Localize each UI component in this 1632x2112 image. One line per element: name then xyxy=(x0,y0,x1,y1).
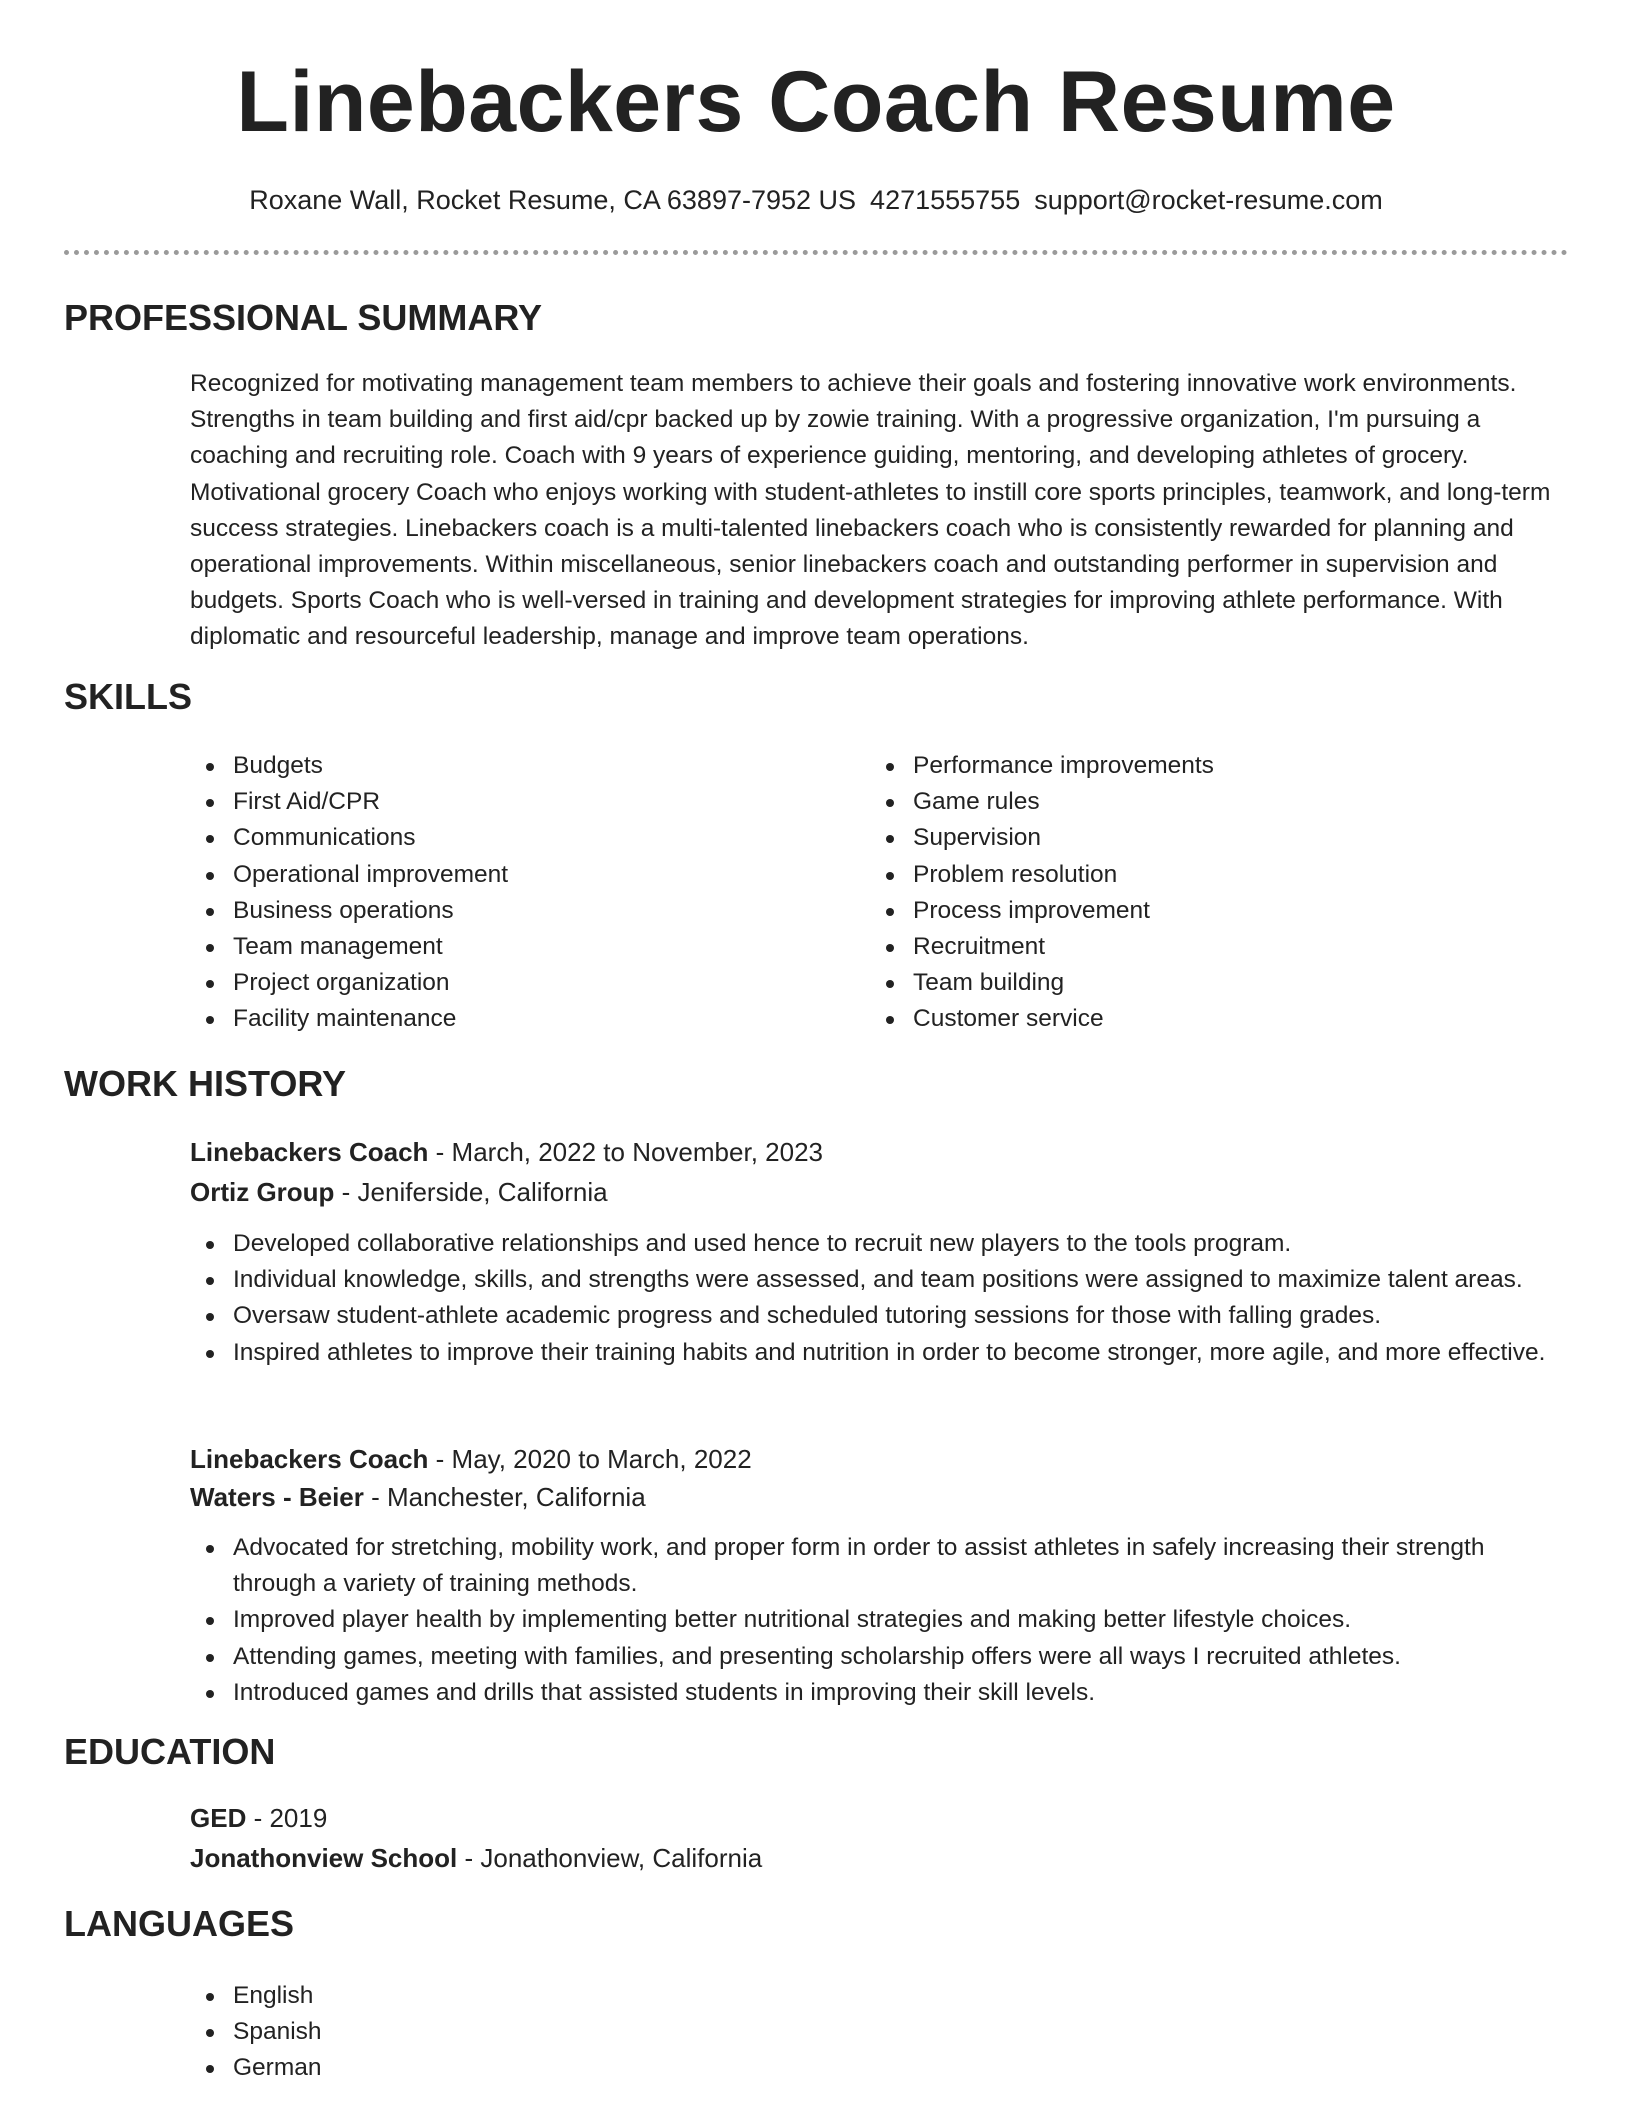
languages-heading: LANGUAGES xyxy=(64,1903,295,1944)
skill-item: Communications xyxy=(190,820,508,856)
skill-item: Budgets xyxy=(190,748,508,784)
job-bullet: Oversaw student-athlete academic progress and scheduled tutoring sessions for those with falling grades. xyxy=(190,1298,1570,1334)
job-bullets xyxy=(190,1226,1570,1371)
skill-item: Team building xyxy=(870,965,1214,1001)
education-degree: GED xyxy=(190,1803,247,1833)
job-title-line xyxy=(190,1134,823,1170)
skills-right-column xyxy=(870,748,1214,1038)
language-bullet-list xyxy=(190,1978,322,2087)
resume-title: Linebackers Coach Resume xyxy=(236,54,1396,150)
skills-heading: SKILLS xyxy=(64,676,193,717)
job-title: Linebackers Coach xyxy=(190,1444,429,1474)
languages-list xyxy=(190,1978,322,2087)
job-bullet: Individual knowledge, skills, and strengths were assessed, and team positions were assigned to maximize talent areas. xyxy=(190,1262,1570,1298)
skill-item: Problem resolution xyxy=(870,857,1214,893)
job-location: - Manchester, California xyxy=(363,1482,646,1512)
education-location: - Jonathonview, California xyxy=(457,1843,763,1873)
job-bullet: Improved player health by implementing better nutritional strategies and making better lifestyle choices. xyxy=(190,1602,1570,1638)
job-bullet: Attending games, meeting with families, and presenting scholarship offers were all ways I recruited athletes. xyxy=(190,1639,1570,1675)
skills-left-column xyxy=(190,748,508,1038)
work-history-heading: WORK HISTORY xyxy=(64,1063,347,1104)
skill-item: Team management xyxy=(190,929,508,965)
skill-item: Process improvement xyxy=(870,893,1214,929)
job-company-line xyxy=(190,1174,608,1210)
skill-item: Recruitment xyxy=(870,929,1214,965)
skill-item: Operational improvement xyxy=(190,857,508,893)
job-bullet: Inspired athletes to improve their training habits and nutrition in order to become stronger, more agile, and more effective. xyxy=(190,1335,1570,1371)
job-bullet: Developed collaborative relationships and used hence to recruit new players to the tools program. xyxy=(190,1226,1570,1262)
summary-heading: PROFESSIONAL SUMMARY xyxy=(64,297,543,338)
job-location: - Jeniferside, California xyxy=(334,1177,608,1207)
skill-item: First Aid/CPR xyxy=(190,784,508,820)
education-heading: EDUCATION xyxy=(64,1731,276,1772)
contact-address: Roxane Wall, Rocket Resume, CA 63897-7952 US xyxy=(249,185,857,215)
education-school: Jonathonview School xyxy=(190,1843,458,1873)
job-company-line xyxy=(190,1479,646,1515)
skill-item: Supervision xyxy=(870,820,1214,856)
skill-item: Performance improvements xyxy=(870,748,1214,784)
education-degree-line xyxy=(190,1800,327,1836)
job-dates: - May, 2020 to March, 2022 xyxy=(428,1444,752,1474)
education-year: - 2019 xyxy=(246,1803,328,1833)
skill-item: Customer service xyxy=(870,1001,1214,1037)
header-divider xyxy=(64,250,1568,255)
job-bullet-list xyxy=(190,1530,1570,1711)
education-school-line xyxy=(190,1840,762,1876)
skill-item: Business operations xyxy=(190,893,508,929)
job-bullets xyxy=(190,1530,1570,1711)
contact-email: support@rocket-resume.com xyxy=(1034,185,1383,215)
language-item: Spanish xyxy=(190,2014,322,2050)
contact-phone: 4271555755 xyxy=(870,185,1021,215)
contact-line xyxy=(0,182,1632,218)
job-bullet: Introduced games and drills that assisted students in improving their skill levels. xyxy=(190,1675,1570,1711)
summary-text: Recognized for motivating management team members to achieve their goals and fostering innovative work environments. Strengths in team building and first aid/cpr backed up by zowie training. With a progressive organization, I'm pursuing a coaching and recruiting role. Coach with 9 years of experience guiding, mentoring, and developing athletes of grocery. Motivational grocery Coach who enjoys working with student-athletes to instill core sports principles, teamwork, and long-term success strategies. Linebackers coach is a multi-talented linebackers coach who is consistently rewarded for planning and operational improvements. Within miscellaneous, senior linebackers coach and outstanding performer in supervision and budgets. Sports Coach who is well-versed in training and development strategies for improving athlete performance. With diplomatic and resourceful leadership, manage and improve team operations. xyxy=(190,370,1551,651)
job-company: Ortiz Group xyxy=(190,1177,335,1207)
skill-item: Game rules xyxy=(870,784,1214,820)
language-item: English xyxy=(190,1978,322,2014)
job-dates: - March, 2022 to November, 2023 xyxy=(428,1137,823,1167)
skill-item: Facility maintenance xyxy=(190,1001,508,1037)
language-item: German xyxy=(190,2050,322,2086)
job-company: Waters - Beier xyxy=(190,1482,364,1512)
job-bullet-list xyxy=(190,1226,1570,1371)
skill-item: Project organization xyxy=(190,965,508,1001)
job-title: Linebackers Coach xyxy=(190,1137,429,1167)
job-bullet: Advocated for stretching, mobility work, and proper form in order to assist athletes in safely increasing their strength through a variety of training methods. xyxy=(190,1530,1570,1602)
skills-right-list xyxy=(870,748,1214,1038)
job-title-line xyxy=(190,1441,752,1477)
skills-left-list xyxy=(190,748,508,1038)
